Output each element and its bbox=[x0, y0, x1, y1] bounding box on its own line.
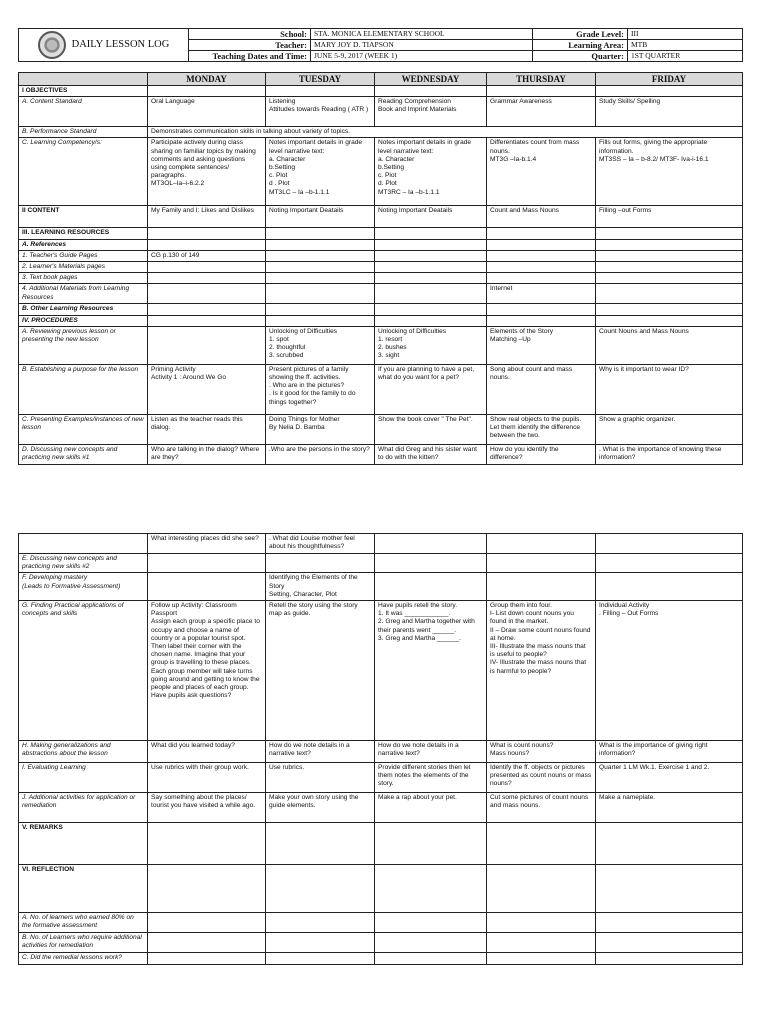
deped-seal-icon bbox=[38, 31, 66, 59]
table-row bbox=[19, 262, 743, 273]
day-cell bbox=[375, 953, 487, 965]
day-cell bbox=[487, 239, 596, 250]
day-cell bbox=[148, 554, 266, 573]
table-row bbox=[19, 239, 743, 250]
day-cell bbox=[596, 573, 743, 601]
row-label: J. Additional activities for application or remediation bbox=[19, 793, 148, 823]
table-row bbox=[19, 138, 743, 206]
day-cell bbox=[266, 284, 375, 304]
day-cell bbox=[487, 273, 596, 284]
table-row bbox=[19, 793, 743, 823]
row-label: VI. REFLECTION bbox=[19, 865, 148, 913]
day-header: THURSDAY bbox=[487, 73, 596, 86]
school-label: School: bbox=[189, 29, 311, 40]
day-cell bbox=[148, 262, 266, 273]
day-header: MONDAY bbox=[148, 73, 266, 86]
day-cell bbox=[375, 534, 487, 554]
day-cell bbox=[375, 933, 487, 953]
table-row bbox=[19, 865, 743, 913]
row-label: 1. Teacher's Guide Pages bbox=[19, 250, 148, 261]
day-cell bbox=[266, 865, 375, 913]
day-cell bbox=[375, 573, 487, 601]
day-cell bbox=[596, 262, 743, 273]
day-cell bbox=[148, 913, 266, 933]
area-label: Learning Area: bbox=[533, 40, 628, 51]
table-row bbox=[19, 97, 743, 127]
day-cell: Identify the ff. objects or pictures presented as count nouns or mass nouns? bbox=[487, 763, 596, 793]
row-label: B. Other Learning Resources bbox=[19, 304, 148, 315]
row-label: 3. Text book pages bbox=[19, 273, 148, 284]
day-cell: Fills out forms, giving the appropriate information. MT3SS – Ia – b-8.2/ MT3F- Iva-i-16.1 bbox=[596, 138, 743, 206]
day-cell: Identifying the Elements of the Story Setting, Character, Plot bbox=[266, 573, 375, 601]
day-cell: Use rubrics. bbox=[266, 763, 375, 793]
teacher-label: Teacher: bbox=[189, 40, 311, 51]
day-cell bbox=[148, 823, 266, 865]
day-cell: Retell the story using the story map as guide. bbox=[266, 601, 375, 741]
row-label: D. Discussing new concepts and practicing new skills #1 bbox=[19, 444, 148, 464]
day-cell bbox=[148, 326, 266, 364]
row-label: B. No. of Learners who require additional activities for remediation bbox=[19, 933, 148, 953]
day-cell: Differentiates count from mass nouns. MT3G –Ia-b.1.4 bbox=[487, 138, 596, 206]
day-cell bbox=[487, 554, 596, 573]
logo-title-cell bbox=[19, 29, 189, 62]
day-cell: Say something about the places/ tourist you have visited a while ago. bbox=[148, 793, 266, 823]
table-row bbox=[19, 206, 743, 228]
day-cell: Make a rap about your pet. bbox=[375, 793, 487, 823]
day-cell bbox=[375, 554, 487, 573]
day-cell bbox=[148, 315, 266, 326]
day-cell: Make your own story using the guide elements. bbox=[266, 793, 375, 823]
day-cell bbox=[148, 933, 266, 953]
table-row bbox=[19, 573, 743, 601]
row-label: V. REMARKS bbox=[19, 823, 148, 865]
row-label: III. LEARNING RESOURCES bbox=[19, 228, 148, 239]
header-table bbox=[18, 28, 743, 62]
row-label: H. Making generalizations and abstractions about the lesson bbox=[19, 741, 148, 763]
day-cell: Noting Important Deatails bbox=[375, 206, 487, 228]
day-cell bbox=[266, 239, 375, 250]
day-cell: What interesting places did she see? bbox=[148, 534, 266, 554]
day-cell bbox=[375, 284, 487, 304]
lesson-table-page-2 bbox=[18, 533, 743, 965]
day-cell bbox=[148, 304, 266, 315]
day-cell: Elements of the Story Matching –Up bbox=[487, 326, 596, 364]
table-row bbox=[19, 284, 743, 304]
table-row bbox=[19, 763, 743, 793]
day-cell bbox=[148, 865, 266, 913]
dates-label: Teaching Dates and Time: bbox=[189, 51, 311, 62]
day-cell: Why is it important to wear ID? bbox=[596, 364, 743, 414]
day-cell bbox=[487, 913, 596, 933]
table-row bbox=[19, 913, 743, 933]
row-label: B. Establishing a purpose for the lesson bbox=[19, 364, 148, 414]
day-cell bbox=[487, 933, 596, 953]
day-cell bbox=[148, 86, 266, 97]
table-row bbox=[19, 273, 743, 284]
table-row bbox=[19, 933, 743, 953]
row-label: A. Reviewing previous lesson or presenting the new lesson bbox=[19, 326, 148, 364]
teacher-value: MARY JOY D. TIAPSON bbox=[311, 40, 533, 51]
day-cell: Filling –out Forms bbox=[596, 206, 743, 228]
table-row bbox=[19, 534, 743, 554]
day-cell: My Family and I: Likes and Dislikes bbox=[148, 206, 266, 228]
day-cell bbox=[148, 573, 266, 601]
day-cell: Notes important details in grade level narrative text: a. Character b.Setting c. Plot d. Plot MT3RC – Ia –b-1.1.1 bbox=[375, 138, 487, 206]
day-cell bbox=[596, 228, 743, 239]
row-label: F. Developing mastery (Leads to Formative Assessment) bbox=[19, 573, 148, 601]
row-label: A. Content Standard bbox=[19, 97, 148, 127]
day-cell: Group them into four. I- List down count nouns you found in the market. II – Draw some count nouns found at home. III- Illustrate the mass nouns that is useful to people? IV- Illustrate the mass nouns that is harmful to people? bbox=[487, 601, 596, 741]
row-label: C. Presenting Examples/instances of new lesson bbox=[19, 414, 148, 444]
day-cell bbox=[596, 865, 743, 913]
day-cell: If you are planning to have a pet, what do you want for a pet? bbox=[375, 364, 487, 414]
table-row bbox=[19, 823, 743, 865]
day-cell: .Who are the persons in the story? bbox=[266, 444, 375, 464]
row-label: IV. PROCEDURES bbox=[19, 315, 148, 326]
day-cell bbox=[266, 953, 375, 965]
day-cell bbox=[375, 250, 487, 261]
day-cell: CG p.130 of 149 bbox=[148, 250, 266, 261]
day-cell: Song about count and mass nouns. bbox=[487, 364, 596, 414]
day-cell: Doing Things for Mother By Nelia D. Bamba bbox=[266, 414, 375, 444]
school-value: STA. MONICA ELEMENTARY SCHOOL bbox=[311, 29, 533, 40]
day-cell bbox=[266, 554, 375, 573]
day-cell: Make a nameplate. bbox=[596, 793, 743, 823]
day-cell bbox=[487, 228, 596, 239]
day-cell bbox=[487, 304, 596, 315]
day-cell bbox=[375, 239, 487, 250]
day-cell bbox=[596, 284, 743, 304]
row-label: C. Did the remedial lessons work? bbox=[19, 953, 148, 965]
table-row bbox=[19, 741, 743, 763]
day-cell: Unlocking of Difficulties 1. spot 2. thoughtful 3. scrubbed bbox=[266, 326, 375, 364]
day-cell: . What is the importance of knowing these information? bbox=[596, 444, 743, 464]
table-row bbox=[19, 315, 743, 326]
day-cell bbox=[596, 933, 743, 953]
row-label: A. References bbox=[19, 239, 148, 250]
day-cell bbox=[148, 953, 266, 965]
day-cell bbox=[487, 865, 596, 913]
day-cell bbox=[375, 262, 487, 273]
day-cell bbox=[375, 865, 487, 913]
day-cell: Use rubrics with their group work. bbox=[148, 763, 266, 793]
day-cell: How do you identify the difference? bbox=[487, 444, 596, 464]
day-cell: Priming Activity Activity 1 : Around We Go bbox=[148, 364, 266, 414]
day-cell: Show the book cover " The Pet". bbox=[375, 414, 487, 444]
table-row bbox=[19, 326, 743, 364]
day-cell bbox=[487, 315, 596, 326]
day-cell bbox=[266, 933, 375, 953]
day-cell bbox=[266, 304, 375, 315]
day-cell: Show a graphic organizer. bbox=[596, 414, 743, 444]
day-cell bbox=[487, 250, 596, 261]
day-cell: What is count nouns? Mass nouns? bbox=[487, 741, 596, 763]
day-cell bbox=[596, 534, 743, 554]
row-label: 2. Learner's Materials pages bbox=[19, 262, 148, 273]
day-cell: . What did Louise mother feel about his thoughtfulness? bbox=[266, 534, 375, 554]
day-cell bbox=[487, 573, 596, 601]
row-label: E. Discussing new concepts and practicing new skills #2 bbox=[19, 554, 148, 573]
day-cell bbox=[266, 913, 375, 933]
day-cell bbox=[596, 315, 743, 326]
area-value: MTB bbox=[628, 40, 743, 51]
day-cell: Individual Activity . Filling – Out Forms bbox=[596, 601, 743, 741]
day-cell bbox=[375, 86, 487, 97]
lesson-table-page-1 bbox=[18, 72, 743, 465]
day-cell bbox=[596, 273, 743, 284]
corner-header-cell bbox=[19, 73, 148, 86]
day-cell: Follow up Activity: Classroom Passport Assign each group a specific place to occupy and choose a name of country or a popular tourist spot. Then label their corner with the chosen name. Imagine that your group is travelling to these places. Each group member will take turns going around and getting to know the people and places of each group. Have pupils ask questions? bbox=[148, 601, 266, 741]
day-cell: Oral Language bbox=[148, 97, 266, 127]
day-cell: Grammar Awareness bbox=[487, 97, 596, 127]
day-cell bbox=[487, 262, 596, 273]
table-row bbox=[19, 304, 743, 315]
table-row bbox=[19, 554, 743, 573]
quarter-value: 1ST QUARTER bbox=[628, 51, 743, 62]
day-cell bbox=[266, 823, 375, 865]
day-cell bbox=[375, 913, 487, 933]
day-cell: Have pupils retell the story. 1. It was ____________. 2. Greg and Martha together with their parents went ______. 3. Greg and Martha ______. bbox=[375, 601, 487, 741]
day-cell: What is the importance of giving right information? bbox=[596, 741, 743, 763]
day-cell: Noting Important Deatails bbox=[266, 206, 375, 228]
row-label: I OBJECTIVES bbox=[19, 86, 148, 97]
day-cell bbox=[375, 823, 487, 865]
table-row bbox=[19, 250, 743, 261]
day-header: WEDNESDAY bbox=[375, 73, 487, 86]
day-cell bbox=[148, 228, 266, 239]
day-cell bbox=[266, 315, 375, 326]
day-cell: Provide different stories then let them notes the elements of the story. bbox=[375, 763, 487, 793]
table-row bbox=[19, 127, 743, 138]
day-cell bbox=[266, 86, 375, 97]
day-cell bbox=[487, 823, 596, 865]
day-header: TUESDAY bbox=[266, 73, 375, 86]
table-row bbox=[19, 364, 743, 414]
day-cell: What did you learned today? bbox=[148, 741, 266, 763]
row-label: 4. Additional Materials from Learning Resources bbox=[19, 284, 148, 304]
table-row bbox=[19, 601, 743, 741]
row-label: B. Performance Standard bbox=[19, 127, 148, 138]
row-label: G. Finding Practical applications of concepts and skills bbox=[19, 601, 148, 741]
day-cell bbox=[148, 284, 266, 304]
day-cell: How do we note details in a narrative text? bbox=[266, 741, 375, 763]
day-cell bbox=[375, 228, 487, 239]
day-cell: What did Greg and his sister want to do with the kitten? bbox=[375, 444, 487, 464]
day-cell bbox=[487, 86, 596, 97]
day-cell: Internet bbox=[487, 284, 596, 304]
day-cell bbox=[375, 315, 487, 326]
day-cell: Reading Comprehension Book and Imprint Materials bbox=[375, 97, 487, 127]
row-label: C. Learning Competency/s: bbox=[19, 138, 148, 206]
day-cell bbox=[148, 273, 266, 284]
day-cell: Show real objects to the pupils. Let them identify the difference between the two. bbox=[487, 414, 596, 444]
day-cell: How do we note details in a narrative text? bbox=[375, 741, 487, 763]
day-cell bbox=[596, 86, 743, 97]
day-cell bbox=[266, 250, 375, 261]
table-row bbox=[19, 953, 743, 965]
day-cell: Listening Attitudes towards Reading ( ATR ) bbox=[266, 97, 375, 127]
day-cell bbox=[596, 913, 743, 933]
day-cell: Present pictures of a family showing the ff. activities. . Who are in the pictures? . Is it good for the family to do things together? bbox=[266, 364, 375, 414]
day-cell: Notes important details in grade level narrative text: a. Character b.Setting c. Plot d . Plot MT3LC – Ia –b-1.1.1 bbox=[266, 138, 375, 206]
day-cell: Unlocking of Difficulties 1. resort 2. bushes 3. sight bbox=[375, 326, 487, 364]
day-cell bbox=[266, 262, 375, 273]
table-row bbox=[19, 86, 743, 97]
day-cell: Count and Mass Nouns bbox=[487, 206, 596, 228]
day-cell bbox=[596, 953, 743, 965]
day-header: FRIDAY bbox=[596, 73, 743, 86]
row-label bbox=[19, 534, 148, 554]
table-row bbox=[19, 228, 743, 239]
row-label: A. No. of learners who earned 80% on the formative assessment bbox=[19, 913, 148, 933]
day-cell: Listen as the teacher reads this dialog. bbox=[148, 414, 266, 444]
day-cell: Participate actively during class sharing on familiar topics by making comments and asking questions using complete sentences/ paragraphs. MT3OL–Ia–i-6.2.2 bbox=[148, 138, 266, 206]
day-cell bbox=[596, 304, 743, 315]
day-cell bbox=[487, 534, 596, 554]
day-cell bbox=[596, 554, 743, 573]
day-cell bbox=[596, 239, 743, 250]
quarter-label: Quarter: bbox=[533, 51, 628, 62]
day-cell bbox=[375, 304, 487, 315]
day-cell bbox=[596, 823, 743, 865]
log-title: DAILY LESSON LOG bbox=[71, 39, 170, 50]
spanning-cell: Demonstrates communication skills in talking about variety of topics. bbox=[148, 127, 743, 138]
day-cell: Cut some pictures of count nouns and mass nouns. bbox=[487, 793, 596, 823]
day-cell: Study Skills/ Spelling bbox=[596, 97, 743, 127]
grade-label: Grade Level: bbox=[533, 29, 628, 40]
day-cell: Quarter 1 LM Wk.1. Exercise 1 and 2. bbox=[596, 763, 743, 793]
row-label: II CONTENT bbox=[19, 206, 148, 228]
day-cell: Who are talking in the dialog? Where are they? bbox=[148, 444, 266, 464]
day-cell: Count Nouns and Mass Nouns bbox=[596, 326, 743, 364]
day-cell bbox=[375, 273, 487, 284]
day-cell bbox=[148, 239, 266, 250]
table-row bbox=[19, 444, 743, 464]
table-row bbox=[19, 414, 743, 444]
grade-value: III bbox=[628, 29, 743, 40]
day-cell bbox=[596, 250, 743, 261]
day-cell bbox=[487, 953, 596, 965]
day-cell bbox=[266, 228, 375, 239]
row-label: I. Evaluating Learning bbox=[19, 763, 148, 793]
day-cell bbox=[266, 273, 375, 284]
dates-value: JUNE 5-9, 2017 (WEEK 1) bbox=[311, 51, 533, 62]
